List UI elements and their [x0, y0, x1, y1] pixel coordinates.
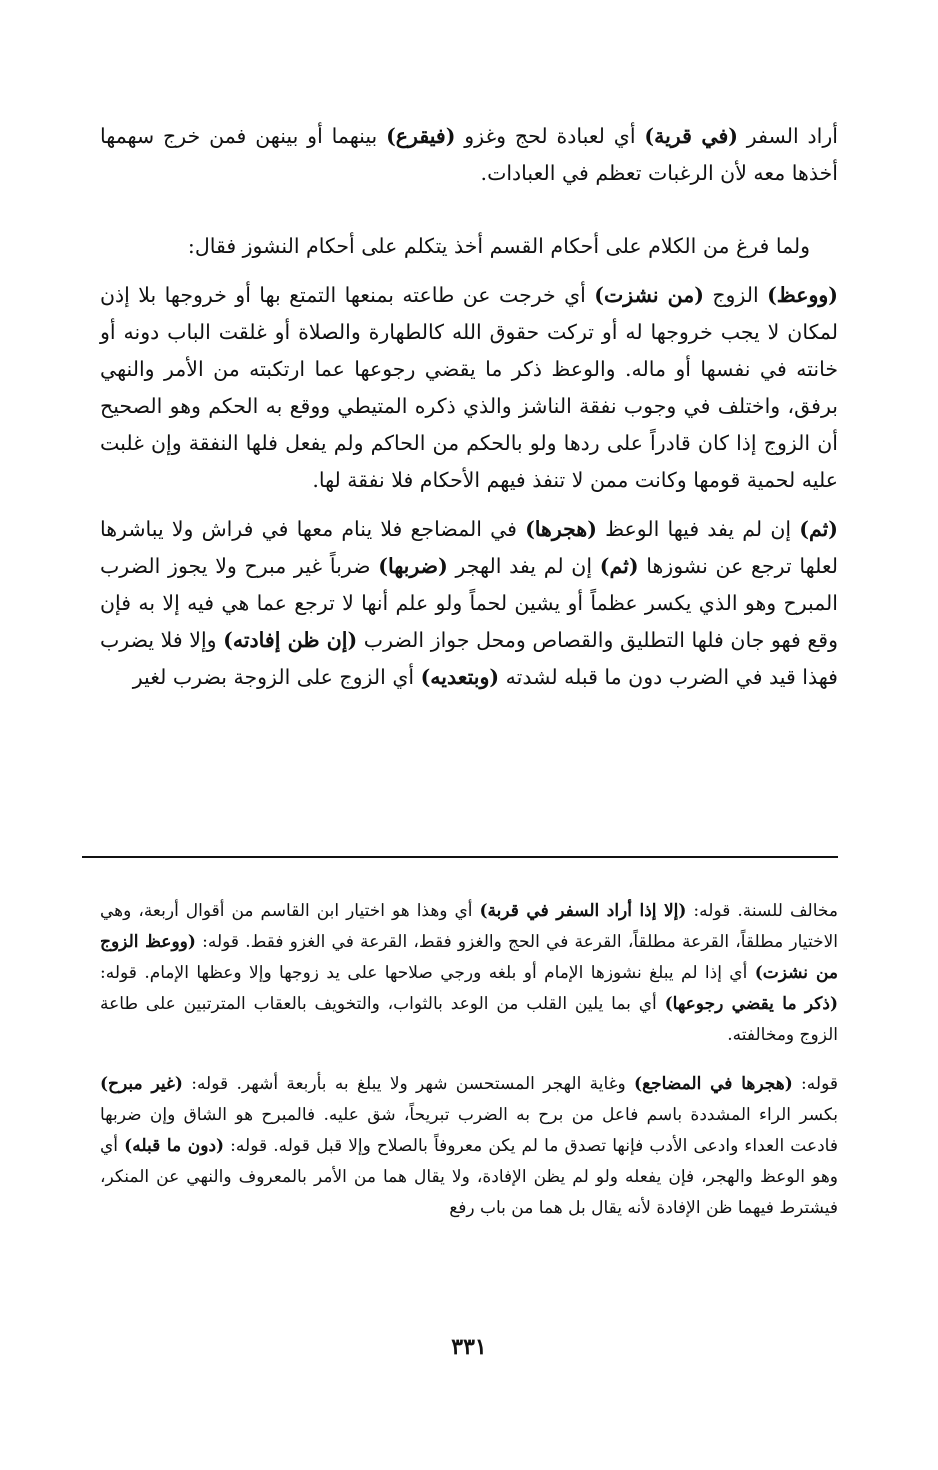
- bold-term: (ووعظ): [767, 283, 838, 307]
- text-run: بكسر الراء المشددة باسم فاعل من برح به الضرب تبريحاً، شق عليه. فالمبرح هو الشاق وإن ضربها فادعت العداء وادعى الأدب فإنها تصدق ما لم يكن معروفاً بالصلاح وإلا قبل قوله. قوله:: [100, 1105, 838, 1156]
- bold-term: (فيقرع): [386, 124, 456, 148]
- footnotes: [100, 896, 838, 1224]
- paragraph-intro: [100, 118, 838, 192]
- bold-term: (من نشزت): [594, 283, 704, 307]
- bold-term: (وبتعديه): [420, 665, 500, 689]
- bold-term: (في قرية): [644, 124, 738, 148]
- text-run: قوله:: [792, 1074, 838, 1094]
- paragraph-separation: [100, 511, 838, 696]
- bold-term: (هجرها في المضاجع): [634, 1074, 793, 1094]
- text-run: أراد السفر: [737, 124, 838, 148]
- text-run: أي خرجت عن طاعته بمنعها التمتع بها أو خروجها بلا إذن لمكان لا يجب خروجها له أو تركت حقوق الله كالطهارة والصلاة أو غلقت الباب دونه أو خانته في نفسها أو ماله. والوعظ ذكر ما يقضي رجوعها عما ارتكبته من الأمر والنهي برفق، واختلف في وجوب نفقة الناشز والذي ذكره المتيطي ووقع به الحكم وهو الصحيح أن الزوج إذا كان قادراً على ردها ولو بالحكم من الحاكم ولم يفعل فلها النفقة وإن غلبت عليه لحمية قومها وكانت ممن لا تنفذ فيهم الأحكام فلا نفقة لها.: [100, 283, 838, 492]
- bold-term: (إن ظن إفادته): [223, 628, 358, 652]
- text-run: أي وهو الوعظ والهجر، فإن يفعله ولو لم يظن الإفادة، ولا يقال هما من الأمر بالمعروف والنهي عن المنكر، فيشترط فيهما ظن الإفادة لأنه يقال بل هما من باب رفع: [100, 1136, 838, 1218]
- bold-term: (هجرها): [525, 517, 597, 541]
- bold-term: (دون ما قبله): [124, 1136, 225, 1156]
- text-run: ضرباً غير مبرح ولا يجوز الضرب المبرح وهو الذي يكسر عظماً أو يشين لحماً ولو علم أنها لا ترجع عما هي فيه إلا به فإن وقع فهو جان فلها التطليق والقصاص ومحل جواز الضرب: [100, 554, 838, 652]
- main-text: [100, 118, 838, 696]
- bold-term: (ضربها): [378, 554, 448, 578]
- text-run: أي وهذا هو اختيار ابن القاسم من أقوال أربعة، وهي الاختيار مطلقاً، القرعة مطلقاً، القرعة في الحج والغزو فقط، القرعة في الغزو فقط. قوله:: [100, 901, 838, 952]
- text-run: وإلا فلا يضرب فهذا قيد في الضرب دون ما قبله لشدته: [100, 628, 838, 689]
- bold-term: (إلا إذا أراد السفر في قربة): [479, 901, 687, 921]
- paragraph-lead: ولما فرغ من الكلام على أحكام القسم أخذ يتكلم على أحكام النشوز فقال:: [187, 234, 811, 258]
- bold-term: (ثم): [599, 554, 639, 578]
- footnote-2: [100, 1069, 838, 1224]
- bold-term: (ثم): [799, 517, 838, 541]
- bold-term: (ذكر ما يقضي رجوعها): [664, 994, 838, 1014]
- paragraph-admonish: [100, 277, 838, 499]
- footnote-divider: [82, 856, 838, 858]
- text-run: بينهما أو بينهن فمن خرج سهمها أخذها معه لأن الرغبات تعظم في العبادات.: [100, 124, 838, 185]
- bold-term: (ووعظ الزوج من نشزت): [100, 932, 838, 983]
- text-run: أي بما يلين القلب من الوعد بالثواب، والتخويف بالعقاب المترتبين على طاعة الزوج ومخالفته.: [100, 994, 838, 1045]
- text-run: أي إذا لم يبلغ نشوزها الإمام أو بلغه ورجي صلاحها على يد زوجها وإلا وعظها الإمام. قوله:: [100, 963, 755, 983]
- text-run: مخالف للسنة. قوله:: [686, 901, 838, 921]
- text-run: أي الزوج على الزوجة بضرب لغير: [132, 665, 421, 689]
- page-number: ٣٣١: [451, 1334, 487, 1360]
- bold-term: (غير مبرح): [100, 1074, 183, 1094]
- text-run: أي لعبادة لحج وغزو: [455, 124, 645, 148]
- text-run: إن لم يفد فيها الوعظ: [596, 517, 800, 541]
- text-run: في المضاجع فلا ينام معها في فراش ولا يباشرها لعلها ترجع عن نشوزها: [100, 517, 838, 578]
- text-run: وغاية الهجر المستحسن شهر ولا يبلغ به بأربعة أشهر. قوله:: [182, 1074, 635, 1094]
- text-run: إن لم يفد الهجر: [447, 554, 600, 578]
- text-run: الزوج: [703, 283, 768, 307]
- footnote-1: [100, 896, 838, 1051]
